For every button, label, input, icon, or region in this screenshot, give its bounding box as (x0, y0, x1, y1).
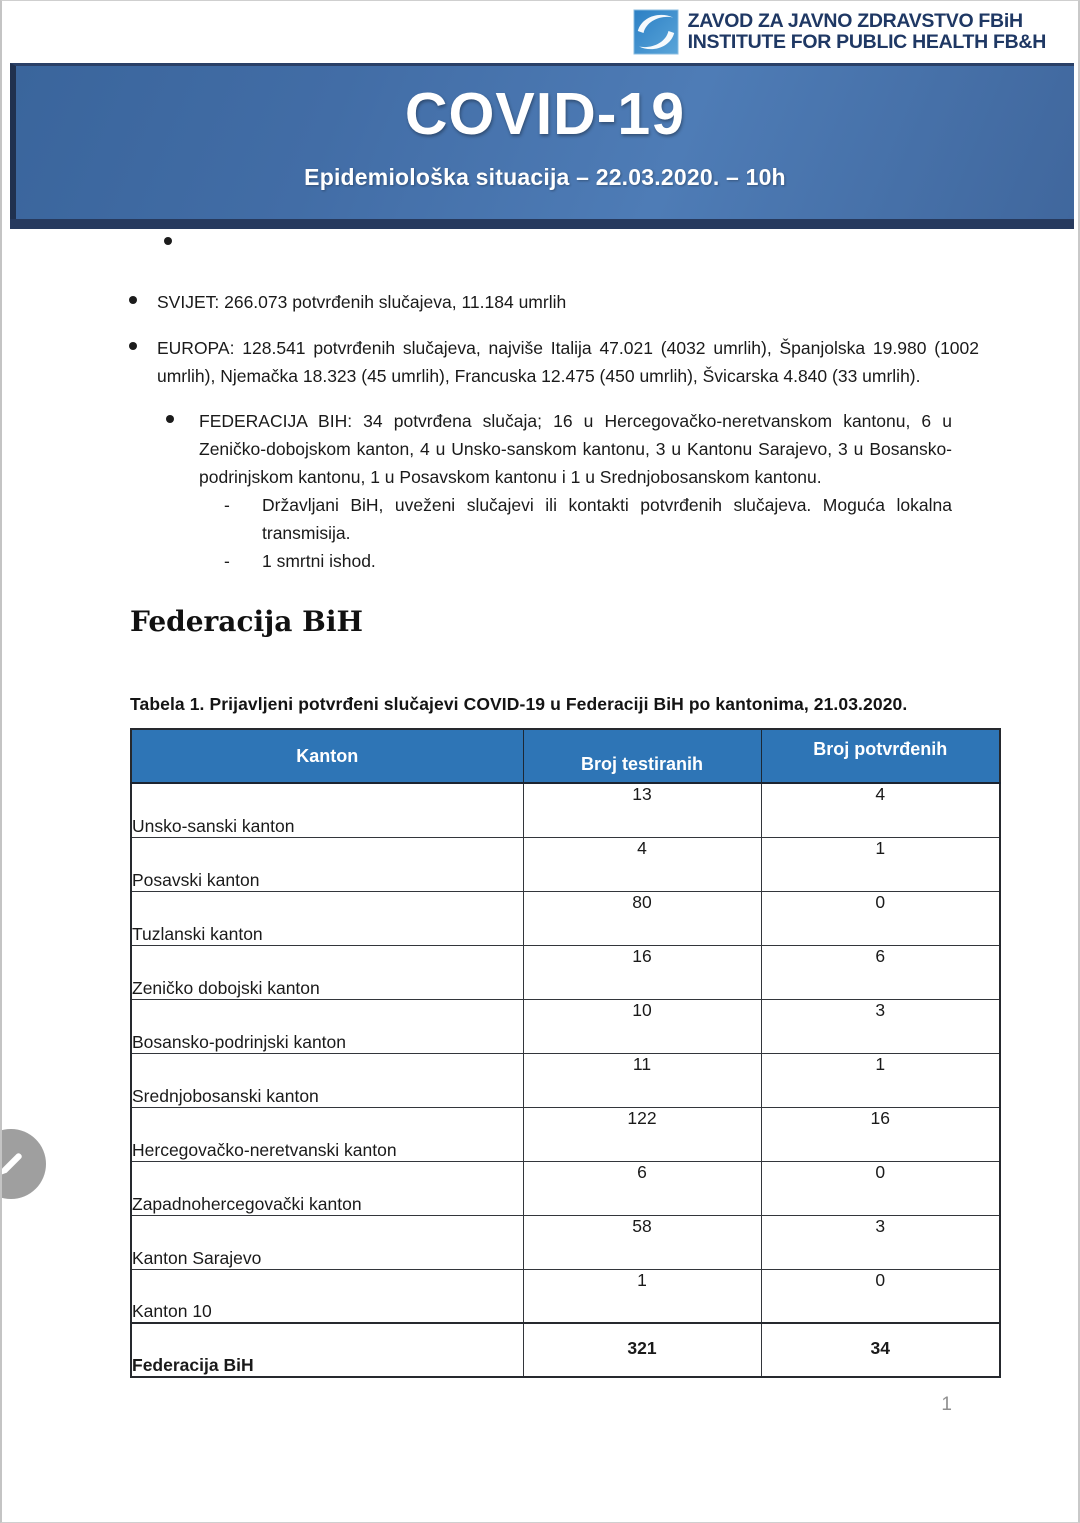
cell-kanton: Srednjobosanski kanton (131, 1053, 523, 1107)
empty-bullet (164, 229, 1078, 249)
cell-tested: 80 (523, 891, 761, 945)
banner-bottom-strip (10, 219, 1074, 229)
dash-marker: - (224, 495, 230, 515)
cell-tested: 10 (523, 999, 761, 1053)
title-banner (10, 63, 1074, 219)
cell-tested: 4 (523, 837, 761, 891)
col-header-tested: Broj testiranih (523, 729, 761, 783)
cell-tested: 16 (523, 945, 761, 999)
table-row (131, 1107, 1000, 1161)
europe-bullet (129, 334, 1078, 390)
cell-tested: 58 (523, 1215, 761, 1269)
cell-kanton: Federacija BiH (131, 1323, 523, 1377)
world-bullet (129, 288, 1078, 316)
table-row (131, 999, 1000, 1053)
federation-note-1-text: Državljani BiH, uveženi slučajevi ili kontakti potvrđenih slučajeva. Moguća lokalna transmisija. (262, 495, 952, 543)
table-row (131, 945, 1000, 999)
cell-tested: 321 (523, 1323, 761, 1377)
table-total-row (131, 1323, 1000, 1377)
bullet-dot (164, 237, 172, 245)
cell-confirmed: 34 (761, 1323, 1000, 1377)
summary-section (2, 229, 1078, 575)
institute-name-eng: INSTITUTE FOR PUBLIC HEALTH FB&H (687, 31, 1046, 53)
col-header-kanton: Kanton (131, 729, 523, 783)
federation-note-1 (224, 491, 1078, 547)
cell-confirmed: 0 (761, 1269, 1000, 1323)
cell-kanton: Zapadnohercegovački kanton (131, 1161, 523, 1215)
table-row (131, 1053, 1000, 1107)
cell-kanton: Kanton 10 (131, 1269, 523, 1323)
cell-tested: 1 (523, 1269, 761, 1323)
table-caption: Tabela 1. Prijavljeni potvrđeni slučajevi COVID-19 u Federaciji BiH po kantonima, 21.03.2020. (130, 694, 908, 714)
table-row (131, 891, 1000, 945)
cell-confirmed: 16 (761, 1107, 1000, 1161)
cell-confirmed: 1 (761, 1053, 1000, 1107)
table-row (131, 837, 1000, 891)
report-title: COVID-19 (404, 81, 686, 147)
cell-kanton: Kanton Sarajevo (131, 1215, 523, 1269)
cell-confirmed: 6 (761, 945, 1000, 999)
institute-name (688, 11, 1046, 53)
institute-header (2, 1, 1078, 63)
page-number: 1 (941, 1394, 952, 1415)
cell-tested: 122 (523, 1107, 761, 1161)
table-row (131, 783, 1000, 837)
cell-confirmed: 0 (761, 1161, 1000, 1215)
cell-tested: 13 (523, 783, 761, 837)
report-subtitle: Epidemiološka situacija – 22.03.2020. – 10h (304, 164, 786, 190)
federation-bullet (166, 407, 1078, 491)
kanton-table (130, 728, 1001, 1378)
cell-confirmed: 0 (761, 891, 1000, 945)
cell-kanton: Zeničko dobojski kanton (131, 945, 523, 999)
table-header-row (131, 729, 1000, 783)
cell-kanton: Unsko-sanski kanton (131, 783, 523, 837)
table-row (131, 1215, 1000, 1269)
cell-confirmed: 1 (761, 837, 1000, 891)
bullet-dot (129, 296, 137, 304)
cell-confirmed: 4 (761, 783, 1000, 837)
bullet-dot (129, 342, 137, 350)
table-row (131, 1269, 1000, 1323)
section-heading: Federacija BiH (130, 605, 363, 638)
world-stats: SVIJET: 266.073 potvrđenih slučajeva, 11.184 umrlih (157, 292, 567, 312)
institute-name-bos: ZAVOD ZA JAVNO ZDRAVSTVO FBiH (687, 10, 1023, 32)
institute-logo (633, 9, 1046, 55)
federation-stats: FEDERACIJA BIH: 34 potvrđena slučaja; 16 u Hercegovačko-neretvanskom kantonu, 6 u Zeničko-dobojskom kanton, 4 u Unsko-sanskom kantonu, 3 u Kantonu Sarajevo, 3 u Bosansko-podrinjskom kantonu, 1 u Posavskom kantonu i 1 u Srednjobosanskom kantonu. (199, 411, 952, 487)
cell-kanton: Bosansko-podrinjski kanton (131, 999, 523, 1053)
col-header-confirmed: Broj potvrđenih (761, 729, 1000, 783)
edit-button[interactable] (0, 1129, 46, 1199)
cell-confirmed: 3 (761, 999, 1000, 1053)
dash-marker: - (224, 551, 230, 571)
table-row (131, 1161, 1000, 1215)
europe-stats: EUROPA: 128.541 potvrđenih slučajeva, najviše Italija 47.021 (4032 umrlih), Španjolska 19.980 (1002 umrlih), Njemačka 18.323 (45 umrlih), Francuska 12.475 (450 umrlih), Švicarska 4.840 (33 umrlih). (157, 338, 979, 386)
cell-kanton: Posavski kanton (131, 837, 523, 891)
cell-tested: 11 (523, 1053, 761, 1107)
bullet-dot (166, 415, 174, 423)
cell-confirmed: 3 (761, 1215, 1000, 1269)
institute-logo-icon (633, 9, 679, 55)
pencil-icon (0, 1149, 26, 1179)
cell-kanton: Tuzlanski kanton (131, 891, 523, 945)
cell-tested: 6 (523, 1161, 761, 1215)
federation-note-2-text: 1 smrtni ishod. (262, 551, 376, 571)
cell-kanton: Hercegovačko-neretvanski kanton (131, 1107, 523, 1161)
federation-note-2 (224, 547, 1078, 575)
